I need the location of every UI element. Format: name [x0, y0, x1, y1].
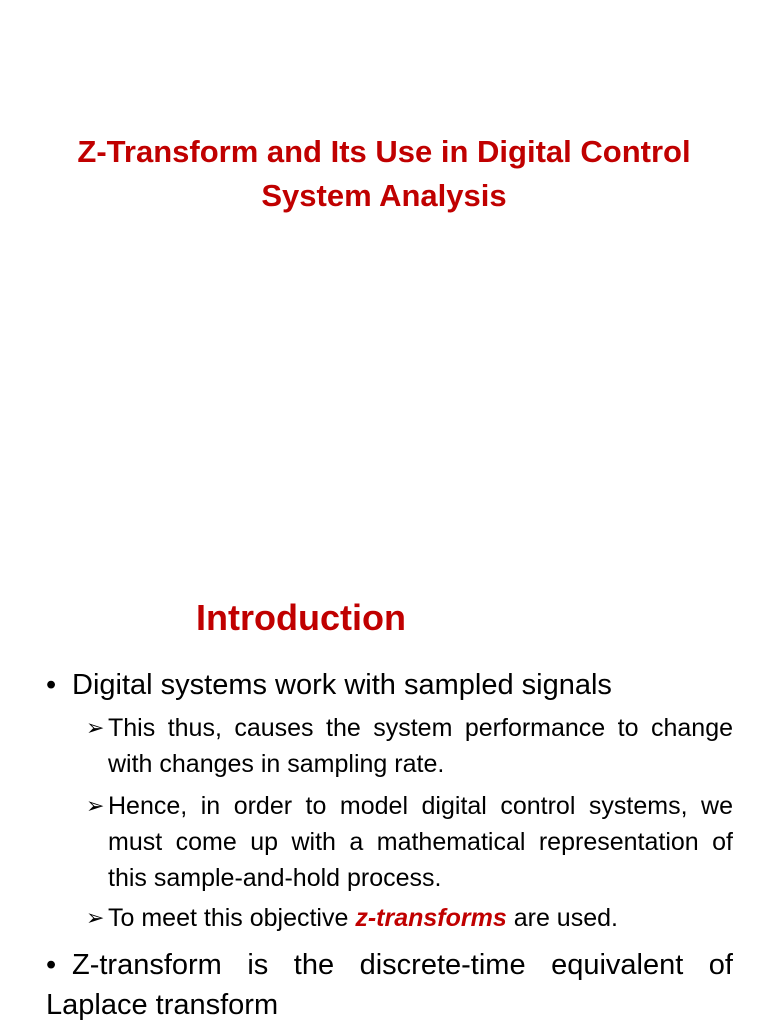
sub-bullet-text-before: To meet this objective	[108, 904, 356, 932]
slide-title: Z-Transform and Its Use in Digital Control System Analysis	[77, 134, 691, 213]
bullet-item	[46, 945, 733, 1025]
bullet-marker: •	[46, 669, 57, 701]
section-heading: Introduction	[196, 597, 406, 638]
bullet-text: Digital systems work with sampled signals	[72, 669, 612, 701]
sub-bullet-text: This thus, causes the system performance to change with changes in sampling rate.	[108, 714, 733, 778]
sub-bullet-item	[86, 788, 733, 896]
sub-bullet-item	[86, 710, 733, 782]
sub-bullet-text	[108, 900, 733, 936]
arrow-bullet-icon: ➢	[86, 715, 105, 740]
sub-bullet-text-after: are used.	[506, 904, 618, 932]
sub-bullet-text: Hence, in order to model digital control systems, we must come up with a mathematical representation of this sample-and-hold process.	[108, 792, 733, 892]
bullet-item	[46, 665, 733, 705]
arrow-bullet-icon: ➢	[86, 793, 105, 818]
emphasized-term: z-transforms	[355, 904, 507, 932]
bullet-marker: •	[46, 949, 57, 981]
arrow-bullet-icon: ➢	[86, 905, 105, 930]
bullet-text: Z-transform is the discrete-time equivalent of Laplace transform	[46, 949, 733, 1021]
sub-bullet-item	[86, 900, 733, 936]
